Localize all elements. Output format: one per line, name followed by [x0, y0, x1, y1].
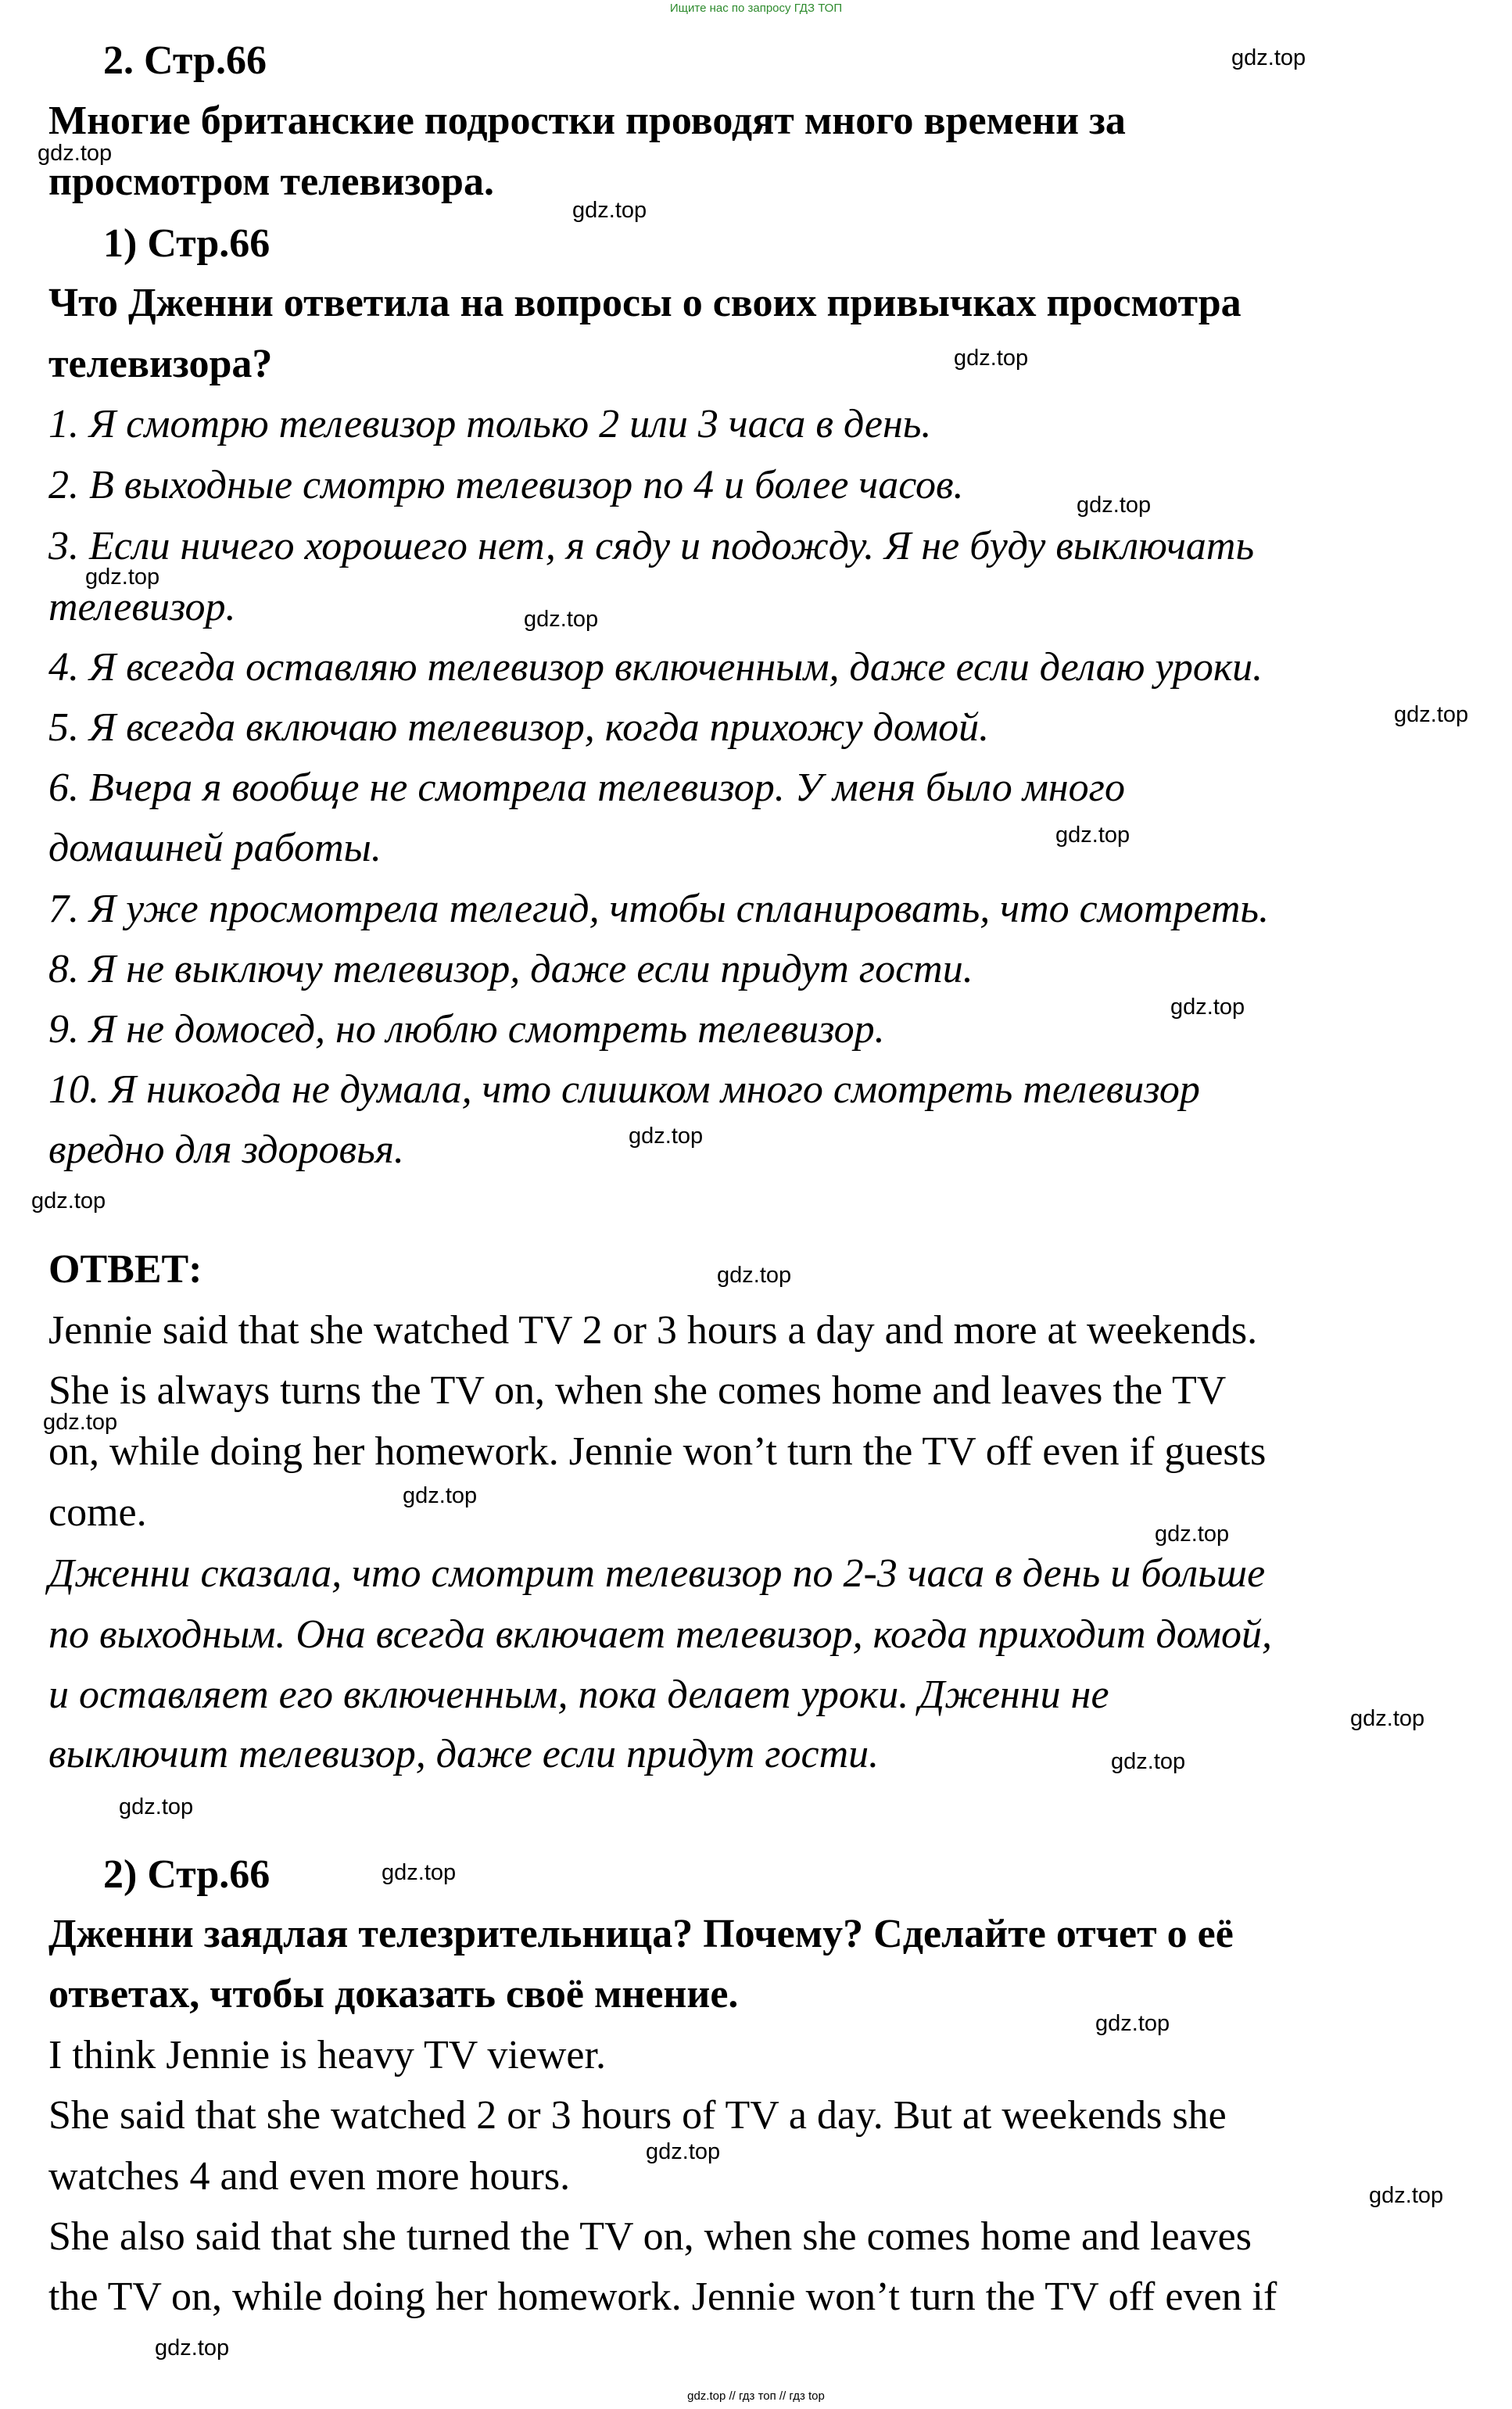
top-banner: Ищите нас по запросу ГДЗ ТОП — [669, 2, 843, 15]
part2-answer-line: She also said that she turned the TV on, when she comes home and leaves — [48, 2214, 1252, 2259]
watermark: gdz.top — [85, 565, 160, 590]
watermark: gdz.top — [1231, 45, 1306, 70]
watermark: gdz.top — [119, 1794, 194, 1819]
statement-line: 7. Я уже просмотрела телегид, чтобы спланировать, что смотреть. — [48, 887, 1270, 931]
watermark: gdz.top — [382, 1860, 457, 1885]
part2-answer-line: the TV on, while doing her homework. Jennie won’t turn the TV off even if — [48, 2275, 1277, 2319]
watermark: gdz.top — [1350, 1706, 1425, 1731]
watermark: gdz.top — [1095, 2011, 1170, 2036]
bottom-banner: gdz.top // гдз топ // гдз top — [687, 2389, 825, 2403]
part1-question-line: телевизора? — [48, 342, 273, 386]
part2-question-line: ответах, чтобы доказать своё мнение. — [48, 1972, 739, 2016]
statement-line: 1. Я смотрю телевизор только 2 или 3 часа в день. — [48, 402, 932, 446]
watermark: gdz.top — [524, 607, 599, 632]
answer-label: ОТВЕТ: — [48, 1247, 202, 1292]
answer-en-line: She is always turns the TV on, when she comes home and leaves the TV — [48, 1368, 1227, 1413]
part2-answer-line: watches 4 and even more hours. — [48, 2154, 571, 2199]
statement-line: 10. Я никогда не думала, что слишком много смотреть телевизор — [48, 1067, 1200, 1112]
statement-line: 5. Я всегда включаю телевизор, когда прихожу домой. — [48, 705, 990, 750]
watermark: gdz.top — [1155, 1522, 1230, 1547]
watermark: gdz.top — [31, 1188, 106, 1213]
watermark: gdz.top — [1369, 2183, 1444, 2208]
task-heading: 2. Стр.66 — [103, 38, 267, 83]
watermark: gdz.top — [1055, 823, 1130, 848]
task-title-line: просмотром телевизора. — [48, 160, 494, 204]
watermark: gdz.top — [954, 346, 1029, 371]
watermark: gdz.top — [1111, 1749, 1186, 1774]
statement-line: вредно для здоровья. — [48, 1127, 404, 1172]
watermark: gdz.top — [1170, 995, 1245, 1020]
statement-line: телевизор. — [48, 585, 236, 629]
watermark: gdz.top — [1077, 493, 1152, 518]
answer-en-line: come. — [48, 1490, 147, 1535]
answer-en-line: Jennie said that she watched TV 2 or 3 hours a day and more at weekends. — [48, 1308, 1258, 1353]
part1-question-line: Что Дженни ответила на вопросы о своих привычках просмотра — [48, 281, 1241, 325]
part2-heading: 2) Стр.66 — [103, 1852, 271, 1897]
answer-en-line: on, while doing her homework. Jennie won’t turn the TV off even if guests — [48, 1429, 1267, 1474]
part2-question-line: Дженни заядлая телезрительница? Почему? Сделайте отчет о её — [48, 1912, 1234, 1956]
answer-ru-line: Дженни сказала, что смотрит телевизор по 2-3 часа в день и больше — [48, 1551, 1266, 1596]
statement-line: 4. Я всегда оставляю телевизор включенным, даже если делаю уроки. — [48, 645, 1263, 690]
answer-ru-line: по выходным. Она всегда включает телевизор, когда приходит домой, — [48, 1612, 1273, 1657]
statement-line: 8. Я не выключу телевизор, даже если придут гости. — [48, 947, 973, 991]
watermark: gdz.top — [38, 141, 113, 166]
task-title-line: Многие британские подростки проводят много времени за — [48, 99, 1126, 143]
statement-line: домашней работы. — [48, 826, 382, 870]
watermark: gdz.top — [43, 1410, 118, 1435]
answer-ru-line: и оставляет его включенным, пока делает уроки. Дженни не — [48, 1672, 1109, 1717]
part1-heading: 1) Стр.66 — [103, 221, 271, 266]
watermark: gdz.top — [1394, 702, 1469, 727]
statement-line: 9. Я не домосед, но люблю смотреть телевизор. — [48, 1007, 885, 1052]
watermark: gdz.top — [646, 2139, 721, 2164]
watermark: gdz.top — [155, 2336, 230, 2361]
statement-line: 2. В выходные смотрю телевизор по 4 и более часов. — [48, 463, 964, 507]
watermark: gdz.top — [572, 198, 647, 223]
statement-line: 6. Вчера я вообще не смотрела телевизор. У меня было много — [48, 765, 1125, 810]
statement-line: 3. Если ничего хорошего нет, я сяду и подожду. Я не буду выключать — [48, 524, 1255, 568]
answer-ru-line: выключит телевизор, даже если придут гости. — [48, 1732, 880, 1776]
part2-answer-line: I think Jennie is heavy TV viewer. — [48, 2033, 606, 2077]
watermark: gdz.top — [629, 1124, 704, 1149]
watermark: gdz.top — [717, 1263, 792, 1288]
watermark: gdz.top — [403, 1483, 478, 1508]
part2-answer-line: She said that she watched 2 or 3 hours of TV a day. But at weekends she — [48, 2093, 1227, 2138]
